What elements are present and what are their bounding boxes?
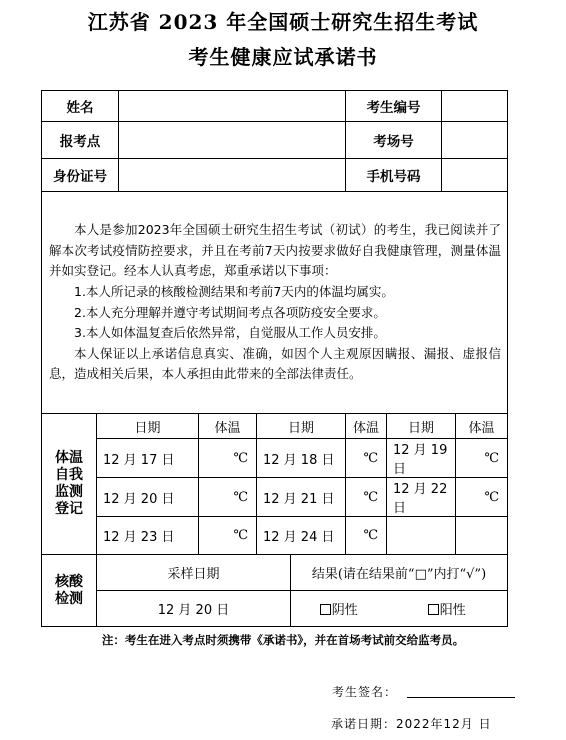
pledge-date: 承诺日期：2022年12月 日 [331,717,492,731]
exam-room-field[interactable] [442,122,508,159]
phone-label: 手机号码 [346,159,442,192]
id-number-field[interactable] [119,159,346,192]
exam-number-field[interactable] [442,91,508,122]
temperature-field[interactable]: ℃ [199,478,257,517]
empty-cell [456,517,508,555]
id-number-label: 身份证号 [42,159,119,192]
pledge-item-3: 3.本人如体温复查后依然异常，自觉服从工作人员安排。 [74,325,386,341]
sample-date-value: 12 月 20 日 [97,591,291,627]
temp-header: 体温 [199,414,257,439]
name-field[interactable] [119,91,346,122]
positive-label: 阳性 [439,603,466,618]
date-header: 日期 [387,414,456,439]
positive-option[interactable] [387,591,508,627]
exam-room-label: 考场号 [346,122,442,159]
footnote: 注：考生在进入考点时须携带《承诺书》，并在首场考试前交给监考员。 [101,633,465,647]
exam-site-field[interactable] [119,122,346,159]
temperature-field[interactable]: ℃ [456,439,508,478]
temperature-field[interactable]: ℃ [346,439,387,478]
result-header: 结果(请在结果前“□”内打“√”) [291,555,508,591]
temperature-field[interactable]: ℃ [199,517,257,555]
date-cell: 12 月 22 日 [387,478,456,517]
temp-label-line-2: 自我 [55,467,83,483]
date-cell: 12 月 23 日 [97,517,199,555]
date-cell: 12 月 19 日 [387,439,456,478]
nucleic-label-line-2: 检测 [55,590,83,607]
negative-label: 阴性 [331,603,358,618]
date-cell: 12 月 20 日 [97,478,199,517]
temperature-field[interactable]: ℃ [346,517,387,555]
pledge-form-table [41,90,508,627]
signature-label: 考生签名： [332,685,398,699]
date-cell: 12 月 17 日 [97,439,199,478]
date-cell: 12 月 21 日 [257,478,346,517]
temperature-field[interactable]: ℃ [346,478,387,517]
date-cell: 12 月 18 日 [257,439,346,478]
temp-header: 体温 [346,414,387,439]
pledge-item-1: 1.本人所记录的核酸检测结果和考前7天内的体温均属实。 [74,283,394,299]
date-cell: 12 月 24 日 [257,517,346,555]
phone-field[interactable] [442,159,508,192]
name-label: 姓名 [42,91,119,122]
document-subtitle: 考生健康应试承诺书 [188,45,378,69]
pledge-intro: 本人是参加2023年全国硕士研究生招生考试（初试）的考生，我已阅读并了解本次考试疫情防控要求，并且在考前7天内按要求做好自我健康管理，测量体温并如实登记。经本人认真考虑，郑重承诺以下事项： [49,222,502,279]
temperature-field[interactable]: ℃ [199,439,257,478]
temp-label-line-3: 监测 [55,484,83,500]
positive-checkbox[interactable] [428,604,439,615]
sample-date-header: 采样日期 [97,555,291,591]
pledge-item-2: 2.本人充分理解并遵守考试期间考点各项防疫安全要求。 [74,304,386,320]
exam-site-label: 报考点 [42,122,119,159]
temp-header: 体温 [456,414,508,439]
temp-label-line-1: 体温 [55,450,83,466]
temperature-section-label [42,414,97,555]
signature-line[interactable] [407,697,515,698]
negative-checkbox[interactable] [320,604,331,615]
date-header: 日期 [97,414,199,439]
date-header: 日期 [257,414,346,439]
negative-option[interactable] [291,591,387,627]
pledge-text [42,192,508,414]
empty-cell [387,517,456,555]
pledge-closing: 本人保证以上承诺信息真实、准确，如因个人主观原因瞒报、漏报、虚报信息，造成相关后果，本人承担由此带来的全部法律责任。 [49,345,502,382]
exam-number-label: 考生编号 [346,91,442,122]
temp-label-line-4: 登记 [55,501,83,517]
document-title: 江苏省 2023 年全国硕士研究生招生考试 [87,10,479,34]
nucleic-label-line-1: 核酸 [55,573,83,590]
nucleic-section-label [42,555,97,627]
temperature-field[interactable]: ℃ [456,478,508,517]
